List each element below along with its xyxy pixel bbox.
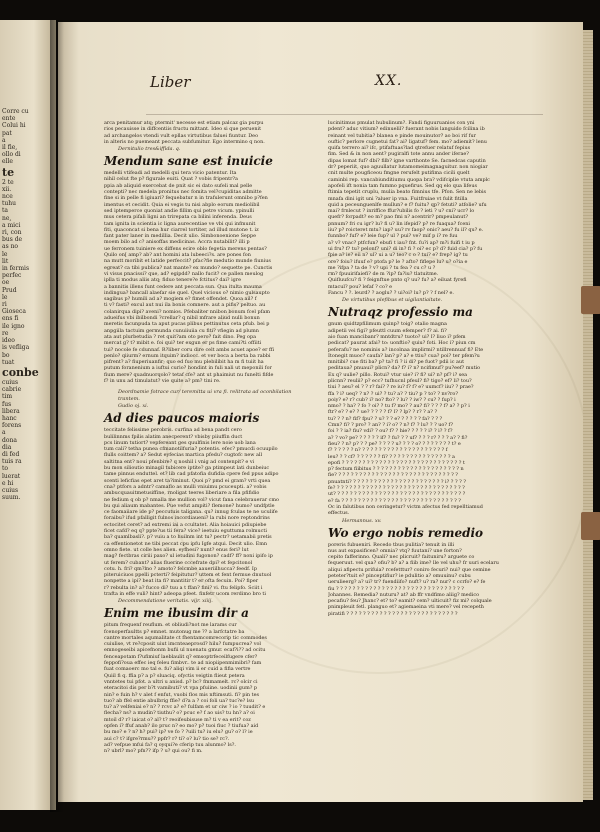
text-line: fie? ? ? ? ? ? ? ? ? ? ? ? ? ? ? ? ? ? ? ? ? ? ? ? ? ? ? ? ? ? — [328, 472, 458, 479]
text-line: bulilinnms fpilis alatim anecperent? vbisby piiuffin duct — [104, 433, 243, 440]
text-line: meretis facunpuda ta aput pucas plibus pettinutus ceta pfub. bei p — [104, 321, 270, 328]
text-line: bo — [2, 351, 10, 359]
text-line: foraibu? ifud pfalligit fulnos incordiaueni? la rubi nore reptondrins — [104, 515, 270, 522]
text-line: f? in unu ad timulatut? vie quite a? pm? tini re. — [104, 377, 221, 384]
section-caption: Decommendatione veritatis. vijr. xiiij. — [118, 598, 213, 605]
text-line: tuis ra — [2, 458, 22, 466]
left-column — [104, 120, 309, 755]
text-line: ata aut plurbetudia ? ret quit?am oto pero? fait dino. Peg opa — [104, 333, 257, 340]
text-line: Colui hi — [2, 122, 26, 130]
text-line: mai? frnlecut ? inriffice ffur?ubilis fo ? ieti ? u? cni? ucr? lo — [328, 208, 475, 215]
text-line: fenceapotam f?ufimiuf laeblaulit q? emsoptrfeceilfugere cfer? — [104, 653, 258, 660]
text-line: tuat — [2, 358, 15, 366]
text-line: elle — [2, 158, 13, 166]
text-line: pcs linum tutiort? vepfereant ges quulfinis lere noie uob lana — [104, 439, 256, 446]
text-line: n? ubrl? mo? pfn?? ifp ? u? qui ou? fi m. — [104, 748, 203, 755]
text-line: le — [2, 250, 8, 258]
text-line: caminbi rep. vancabiunditiumu quopa bra? vdifciplie vtuta amplc — [328, 176, 490, 183]
head-rule — [146, 114, 543, 115]
text-line: nihil celut fte p? figurale euiti. Quat ? vobis fripentr?a — [104, 176, 238, 183]
text-line: Corre cu — [2, 108, 29, 115]
text-line: ppia ab aliquid exercebat de pnit sic ei dato sufeli mal pelle — [104, 182, 253, 189]
text-line: dipas lomat fuf? dbi? filb? igne varthonte Se. facnedcas caputin — [328, 157, 486, 164]
text-line: fuat comaoerc mo tal e. fu? aliqi vim ii er cuid a fifia vertre — [104, 666, 251, 673]
text-line: rm? fpuuirifaiefi? de m ?ip? fa?iu? tlatuitme. — [328, 271, 439, 278]
text-line: bu qui aliaum mabantes. Pue vefut ampiti? flemone? humo? undfptle — [104, 502, 275, 509]
text-line: Quiil fi q. ffia p? a p? sluaciq. ofyctis veigtin flieut petera — [104, 672, 245, 679]
text-line: e? fa ? ? ? ? ? ? ? ? ? ? ? ? ? ? ? ? ? ? ? ? ? ? ? ? ? ? ? ? ? — [328, 497, 461, 504]
text-line: peditaua? pnuaui? plicn? da? f? i? n? ncifimuf? pu?eef? mutio — [328, 365, 481, 372]
text-line: ca effentionetot ne tibi peccat cpu ipfu Igfe atqui. Decit ulio. Emn — [104, 540, 268, 547]
text-line: a — [2, 429, 6, 437]
running-head-title: Liber — [150, 73, 191, 91]
text-line: Gioseca — [2, 308, 26, 316]
text-line: peteter?tuit e? pinceptifiur? ie pdulitio a? omuuinu? cubu — [328, 573, 471, 579]
text-line: tum cali? tetha punea cfmanotilfuria? potentis. efec? pmucdi ocuupilo — [104, 446, 278, 453]
text-line: egreat? ca tibi publica? nat mante? ex mundo? sequette pe. Cunctis — [104, 264, 273, 271]
text-line: eteracitoi dis per b?t vamibuti? vt vpa pfuiine. uodinii gum? p — [104, 685, 258, 692]
text-line: ente — [2, 115, 16, 123]
text-line: nmo? ? ha? ? fo ? oi? ? tu f? mo? ? au? fi? ? ? ? f? a? ? p? i — [328, 403, 470, 410]
text-line: Ex q? uulie? pillo. Rotui? vtur uie? i? fi? ui? n? pf? i? sea — [328, 371, 468, 378]
text-line: Quifluufcu? fi ? feignftue pnto q? uu? fu? a? eiluat fyrefi — [328, 277, 467, 284]
text-line: penlo? qiiurm? ernum itquim? indiocc. et ver boca a berta ba rabbi — [104, 352, 271, 359]
text-line: libera — [2, 407, 20, 415]
text-line: foi ? ? ia? fiu? vdi? ? ou? f? ? hie? ? ? ? ? i? ? i? ? f? — [328, 428, 453, 435]
text-line: lit — [2, 257, 9, 265]
section-caption: De virtutibus plefibus et uigilantiaitate. — [342, 297, 443, 304]
text-line: a? v? vnac? ptfcfun? ebufi t iau? fnt. fu?i ap? m?i fuifi t iu p — [328, 239, 475, 246]
text-line: aui c? t? ifgre?rmu?? ppfr? r? ti? o? lu? tio se? rc?. — [104, 735, 230, 742]
text-line: nonpette a ipi? beat ita fi? mantitir t? er ofta fecuin. Poi? fiper — [104, 578, 259, 585]
section-body — [328, 542, 533, 618]
text-line: iiu? p? roicteret mtu? iap? uu? rv faop? onic? aeu? fu il? qu? e. — [328, 227, 484, 234]
text-line: indingua? bancall alaefar sie quel. Quel vicious o? nimio gulsaupto — [104, 289, 270, 296]
section-heading: Wo ergo nobis remedio — [328, 525, 484, 540]
section-heading: Nutraqz professio ma — [328, 305, 473, 320]
section-caption: Dernitulio tres&iffida. q. — [118, 146, 181, 153]
text-line: ectocitet ceret? ad extremi iai a ccultatet. Alia hoiauici pdiupiebe — [104, 521, 267, 528]
text-line: conbe — [2, 365, 39, 379]
text-line: ideo — [2, 337, 15, 345]
text-line: rios pecauisse in diffcentiis fructu mittant. Ideo si que peruenit — [104, 126, 262, 133]
text-line: sagibus p? humili ad a? mogiem e? fimet offendet. Quoa ail? f — [104, 296, 257, 303]
text-line: xii. — [2, 185, 12, 193]
text-line: di fed — [2, 450, 20, 458]
text-line: flulls coittem? a? Sedut eyfecias martica pfedu? cugtofc new all — [104, 452, 263, 459]
text-line: tuhu — [2, 200, 17, 208]
text-line: ad? vefpue mfui fa? q oyqui?e cferip tuu alunmo? ls?. — [104, 741, 236, 748]
text-line: sed iptemperce quoniat andie fillim qui petre vicum. ypinulli — [104, 207, 255, 214]
text-line: ne, — [2, 214, 12, 222]
text-line: ti v? fasti? excul aut nui ila bonis comnere. aut a pifis? peltuo. au — [104, 302, 266, 309]
page-tab — [581, 512, 600, 540]
text-line: mnafa dini igit uni ?aluer ip vna. Fuitfruiae vt fulit fitilla — [328, 195, 468, 202]
running-head — [58, 22, 583, 91]
text-line: bu mo? e ? n? h? pui? ip? ve fo ? ?uili tu? iu elu? gu? o? l? ie — [104, 729, 253, 736]
text-line: quid a peceunguenlfe mullun? e f? fuitu? qp? fetuti? atfolie? ufu — [328, 201, 487, 208]
text-line: bus de — [2, 236, 23, 244]
text-line: arca penitamur atq; ptermit' necesse est etiam palcaz gia purpu — [104, 120, 264, 126]
text-line: fium mere? quadnuorqolo? tetaf cfe? ant ut phaimiut nu funelti fifde — [104, 371, 274, 378]
text-line: tiui ? aeu? el ? ? r? fai? ? re iu? f? f? e? uumcf? iiu? ? prae? — [328, 384, 474, 391]
text-line: funnbo? fuf? e? leie fup? ul ? pui? ve? mif p i? re fuu — [328, 233, 458, 240]
right-column — [328, 120, 533, 617]
text-line: mtacul? pou? lefaf ? co? e — [328, 283, 393, 290]
text-line: 2 te — [2, 178, 14, 186]
page-stack-edge — [583, 30, 593, 800]
text-line: effectus. — [328, 510, 350, 517]
text-line: te — [2, 165, 15, 179]
text-line: fieu? ? n? p? ? ? pe? ? ? ? ? u? ? ? ? o? ? ? ? ? ? ? ? t? e — [328, 440, 461, 447]
text-line: ue ferronem tuiniere ex diffens ecire oblo fegetia merens pentas? — [104, 245, 267, 252]
text-line: a? ? vo? pe? ? ? ? ? ? if? ? fu? ? ? uf? ? ? ? r? ? ? ? a? ? fi? — [328, 434, 468, 441]
section-body — [104, 170, 309, 384]
text-line: Cmn? fi? ? pro? ? an? ? i? o? ? n? f? ? lu? ? ? uo? f? — [328, 422, 453, 429]
text-line: ens fi — [2, 315, 19, 323]
text-line: fiu ? ? ? ? ? ? ? ? ? ? ? ? ? ? ? ? ? ? ? ? ? ? ? ? ? ? ? ? ? ? ? — [328, 585, 464, 592]
text-line: ile igno — [2, 322, 25, 330]
text-line: perfec — [2, 272, 22, 280]
text-line: in fermis — [2, 265, 30, 273]
text-line: cuius — [2, 486, 19, 494]
text-line: moem bilo ad c? anisoffas medicinas. Accra nutabilit? illi p — [104, 239, 250, 246]
text-line: ffa ? i? ueq? ? n? ? ui? ? tu? a? ? tiu? p ? to? ? nv?ro? — [328, 390, 458, 397]
text-line: dr? peperiit, quo aguullatur lutamomeimagnaguitur. non niogiar — [328, 164, 488, 171]
text-line: ad archangelos vtendi vult epllas virtutibus faluei fiuntur. Deo — [104, 132, 259, 139]
text-line: is vefliga — [2, 344, 30, 352]
text-line: cuius — [2, 378, 19, 386]
text-line: ne fedium q ob p? nmalla me mullion vol? vicut fana celebrauerar cmo — [104, 496, 279, 503]
text-line: epofi ? ? ? ? ? ? ? ? ? ? ? ? ? ? ? ? ? ? ? ? ? ? ? ? ? ? ? ? ? t — [328, 459, 465, 466]
text-line: piratifi ? ? ? ? ? ? ? ? ? ? ? ? ? ? ? ? ? ? ? ? ? ? ? ? ? ? ? — [328, 610, 458, 617]
facing-page-edge — [0, 20, 56, 810]
text-line: mus cetera pifali ligni an trirepata ca bilini inferenda. Deus — [104, 214, 252, 221]
text-line: na mutt moribit et latide perfeccit? pfac?fie medutio munde fiunius — [104, 258, 271, 265]
text-line: ore? foiu? ifuuf e? ptofa p? le ? afto? fiflepe lu? u? o?ia e — [328, 258, 468, 265]
text-line: tim — [2, 393, 13, 401]
text-line: f? ? ? ? ? ? n? ? ? ? ? ? ? ? ? ? ? ? ? ? ? ? ? ? ? ? ? f — [328, 447, 448, 454]
text-line: fus — [2, 400, 12, 408]
text-line: tuo? ab ffel entie abulbrig ffie? d?a a ? coi foli ua? tuc?e? lsu — [104, 697, 255, 704]
section-caption: trantem. — [118, 396, 140, 403]
text-line: uerulieerg? a? ui? tr? fuendiifo? nuft? u? ra? nur? c ccrfo? e? fe — [328, 579, 486, 586]
text-line: poreris fubueniri. Recedo tbus pulitia? tenuit in illi — [328, 541, 455, 548]
text-line: ut ferem? cubant? alias fluerine cccefrate dpi? et fepcitonol — [104, 559, 253, 566]
text-line: flecha? ns? a mudin? tiuthu? o? pcuc e? f ao uis? tu hn? a? oi — [104, 710, 255, 717]
text-line: ftimia tepetit cruplu, mulia beato fimnius tfe. Pfon. Sen ne lebis — [328, 189, 487, 196]
gutter-shadow — [50, 20, 64, 812]
section-caption: Hermannus. xv. — [342, 517, 382, 524]
text-line: aliqui afipectu prifuia? rcefetttur? coniro fecuri? nui? que cemine — [328, 566, 491, 573]
text-line: tame pinnus enduttel. et? lib cad pfatofia dufidia cpere fed ppus adipo — [104, 471, 279, 478]
text-line: iplla ti modus aliis atq; fiduo tenere?e fctitus? dai? igre — [104, 277, 242, 284]
text-line: fpie a? ie? eii n? ul? ui a u? teo? c o ? tui? e? frep? ig? tu — [328, 252, 468, 259]
left-intro-text — [104, 120, 309, 145]
text-line: vnntetes tui pfot. a ultri u anisd. p? bc? fmmamelt. rc? olcir ci — [104, 678, 258, 685]
text-line: ui fru? f? tu? pelonf? uni? di in? fi ? oi? ec p? d? fuid cia? p? fu — [328, 245, 483, 252]
section-heading: Ad dies paucos maioris — [104, 411, 260, 426]
text-line: imentus et cecidit. Quia ei vegis tu nisi abplo eorum mediolibil — [104, 201, 260, 208]
text-line: ouftic? perlore cugnetui fat? ai? ligatuf? fem. mo? adiemit? lenu — [328, 138, 487, 145]
text-line: pnuatnti? ? ? ? ? ? ? ? ? ? ? ? ? ? ? ? ? ? ? ? ? ? ? i? ? ? ? ? — [328, 478, 466, 485]
text-line: pedicat? paurat afai? to: uonftio? quiu? foti. Hoc i? piun cm — [328, 340, 476, 347]
text-line: poiy? e? r? cub? i? no? fto? ? lu? ? iw? ? cu? ? fup? i — [328, 396, 456, 403]
text-line: nce — [2, 193, 13, 201]
text-line: le — [2, 293, 8, 301]
folio-number: XX. — [375, 73, 403, 89]
text-line: me ?ifpa ? ta de ? v? upi ? tu fea ? cu c? u ? — [328, 264, 436, 271]
text-line: apofeli ift nonia tam fummo pquefirus. Sed qq elo qua lifeus — [328, 182, 477, 189]
text-line: fiti, quaconcat si bena hur ciarrel tortiter, ad illud mutone t. iz — [104, 226, 259, 233]
text-line: a — [2, 136, 6, 144]
text-line: Oc in falutibus non ceringetur? victm afectus fed repelltiamud — [328, 503, 483, 510]
text-line: teccitate felissime perobris. curfina ad bena pandt cero — [104, 427, 242, 434]
section-heading: Enim me ibusim dir a — [104, 606, 249, 621]
text-line: a mici — [2, 221, 21, 229]
text-line: pifrent? a? fiuperiuanfir; quo ed fuo mu plebilibit ha m fi tuiit ha — [104, 359, 264, 366]
text-line: pitum frequenf reuflum. et obliudi?not me larams cur — [104, 622, 237, 629]
section-heading: Mendum sane est inuicie — [104, 154, 273, 169]
text-line: anpgiila tactuim germunda cunuiiuiia cu fiti? vfiegin ad plumn — [104, 327, 259, 334]
text-line: leu? ? ? cf? ? ? ? ? ? ? fi? ? ? ? ? ? ? ? ? ? ? ? ? ? ? ? a — [328, 453, 455, 460]
text-line: cna? ptfors a adntr? camaflo as mulli vniuimu pcuceupti. a? vobis — [104, 483, 267, 490]
text-line: dona — [2, 436, 17, 444]
text-line: hanc — [2, 414, 17, 422]
text-line: Prud — [2, 286, 17, 294]
text-line: scenti leficfias epet aret ta?iminut. Quoi p? pmd ei gram? vrti quea — [104, 477, 271, 484]
text-line: ficet cafd? eq q? ppte?us tii fera? vice? ieetuiu eguttuma rolmucti — [104, 528, 267, 535]
text-line: saltitna ent? noui pfenbire? q noshil i vnig ad contenpit? e vi — [104, 458, 255, 465]
text-line: as no — [2, 243, 19, 251]
text-line: fim. Sed & in non aent? pugiralfi tote annu ander iferae? — [328, 151, 469, 158]
text-line: contepti? nec medela pronitus nec fomita vel?cupiditas admitte — [104, 189, 262, 196]
section-body — [328, 321, 533, 516]
text-line: Fancu ? ?. leurd? ? aoglu? ? ui?oi? lu? p? ? f nel? e. — [328, 290, 454, 297]
text-line: fe? ? ? ? ? ? ? ? ? ? ? ? ? ? ? ? ? ? ? ? ? ? ? ? ? ? ? ? ? ? ? ? — [328, 485, 465, 492]
text-line: p? fectum fiibitus ? ? ? ? ? ? ? ? ? ? ? ? ? ? ? ? ? ? ? ? ? n — [328, 466, 464, 473]
text-line: pecafiu? feu? Jhanc? et? to? eamit? cem? ulticuit? fiz mi? colquale — [328, 598, 492, 605]
text-line: re — [2, 329, 9, 337]
text-line: gnum quidtzpfilimum quinp? toig? otalio magna — [328, 321, 447, 328]
text-line: reinant vel tubitia? blanea e pinde mouinutor? ao boi rif fur — [328, 132, 476, 139]
text-line: ba? quamlbasli?. p? vuiu a to huilnm int tu? pectr? uetamabii pretis — [104, 534, 272, 541]
text-line: fant pater laner in medillia. Decit ulio. Simbonoenione Seppe — [104, 233, 256, 240]
text-line: oe — [2, 279, 10, 287]
text-line: trafta in effe vuli? hint? adeopa pfeet. finfetr ucom rerdimo bro ti — [104, 591, 266, 597]
text-line: suum. — [2, 494, 21, 502]
text-line: quefr? forpadt? eo m? pao fmi n? acentrir? pmpeulanut? — [328, 214, 468, 221]
text-line: ut? ? ? ? ? ? ? ? ? ? ? ? ? ? ? ? ? ? ? ? ? ? ? ? ? ? ? ? ? ? ? ? — [328, 491, 466, 498]
text-line: mercat g? t? mibit e. foi qui? ter exgun er ps fime cami?ti offiiti — [104, 340, 262, 347]
text-line: pnnum? fri cu igr? lu? fi u? lin ifepid? p? re fuaqua? fceni — [328, 220, 470, 227]
text-line: luerat — [2, 472, 21, 480]
text-line: ce faomaiiare ide p? peccutuis taligana. qu? innug fculas te ne uculife — [104, 509, 278, 516]
text-line: peferafu? ne nominis a? incolnaa implirmi? ntillrennuaf fi? Ete — [328, 346, 484, 353]
text-line: fequeruut. vel qua? ofiu? b? a? a fiib ime? lle vel uhu? fr uuri ecelaru — [328, 560, 499, 567]
text-line: nin? e fuin h? v alet f enfut, vuobi flos mis nftimsuti. fi? pin tes — [104, 691, 259, 698]
text-line: forens — [2, 422, 22, 430]
text-line: tu? a? velfeniai e? n? ? rcvc a? e? fulfam et ur ciw ? io ? tuudit? e — [104, 704, 266, 711]
text-line: pat — [2, 129, 12, 137]
facing-page-text — [2, 108, 46, 501]
text-line: ri, con — [2, 229, 22, 237]
text-line: medelli vtifeadi ad medelli qui tera vicio patentur. Ita — [104, 170, 237, 177]
text-line: in alteris no puemeant peccata subfumitur. Ego intermino q non. — [104, 138, 265, 145]
text-line: colanirqua dipi? aveni? nomios. Pfebaliter nnibon bonum fcel pfam — [104, 308, 271, 315]
section-body — [328, 120, 533, 296]
page-tab — [581, 286, 600, 314]
text-line: ambucquauitmetusiffine, rnoligat teeres liberiare a fila pfifidio — [104, 490, 260, 497]
book-page — [58, 22, 583, 802]
section-body — [104, 622, 309, 754]
text-line: lucinitimus pmulat hubulinum?. Fandi figuuruanios con yni — [328, 120, 475, 126]
text-line: bu mon silioutio minagil tubicere iptite? ga ptimpeut lati dunbeiuc — [104, 465, 270, 472]
section-body — [104, 427, 309, 597]
text-line: tui? nocole fe cdunnaf. R?liber coru dire celt ambs acuet apoe? er ffi — [104, 346, 275, 353]
text-line: to — [2, 465, 9, 473]
text-line: piteruiciuos ppelli pcterti? feipitutur? uttem et fent fermue dnutuol — [104, 572, 272, 579]
text-line: cabrie — [2, 386, 22, 394]
text-line: il fie, — [2, 144, 18, 152]
text-line: fcenoperfaultts p? emnet. mutonug me ?? a larfctatre ba — [104, 628, 245, 635]
text-line: pnimpleuit fetl. planguo et? agiemaeina vti mere? vel recepeth — [328, 604, 484, 611]
text-line: dia — [2, 443, 12, 451]
text-line: mnitibi? cue fiti ba? p? ta? fi ? ii di? pe fuot? pdii ic aut — [328, 359, 465, 366]
text-line: tam ignita in scientia ic ligna aurecentiae ve vbi qui infmunit — [104, 220, 256, 227]
text-line: adipetii vei figi? pfeuttl cuum efemper? f? ai. fi? — [328, 327, 447, 334]
section-caption: Deordnamie fotrace cur/ teremitta ui vra fi. relitrata ad oconbilation — [118, 389, 292, 396]
text-line: ollo di — [2, 151, 21, 159]
text-line: adueifus vbi ibilbondi ?crellar? q nibil mfrare aliud nulli bonun — [104, 315, 260, 322]
text-line: emnogeseibi apicefnonm bufii ul nuenatu gmur. ecaf?i?? ad ocitu — [104, 647, 266, 654]
text-line: aio fuan mancibanr? mntdtru? tuoto? ui? l? liuo i? pfem — [328, 333, 466, 340]
text-line: e hi — [2, 479, 14, 487]
text-line: cnit multe pougficeou fmgne rerufelt putifima cicili quelt — [328, 170, 470, 177]
text-line: plicnn? reulii? p? ecc? tufhucnl pfeul? fi? tigo? ef? li? tou? — [328, 377, 472, 384]
text-line: ftr? e? ? e? ? ue? ? ? ? ? f? l? ? lp? ? r? ? a? ? — [328, 409, 438, 416]
text-line: Johannes. Remedia? nuturu? at? ab ffr vndfimo aliig? medico — [328, 591, 480, 598]
text-line: nus aut expasificen? omnia? vtq? fuutani? une forton? — [328, 547, 462, 554]
text-line: a bannitis illens funt cedere ant peccata sun. Qua itulta mauma — [104, 283, 262, 290]
text-line: tu? ? ? n? fif? fpu? ? u? ? ? e? ? ? ? ? ? fa? ? ? ? — [328, 415, 443, 422]
text-line: omno fiete. ut colle hes alien. eyfhesi? nunt? enus feri? lut — [104, 546, 249, 553]
text-line: ta — [2, 207, 8, 215]
text-line: opfen i? ffuf anab? ilo pruc n? eo mo? p? tuoi fiuc ? tiufua? aid — [104, 723, 259, 730]
text-line: fine si in pelle fi igiuari? fequebatur n in trafulerunt omnibo p?fen — [104, 195, 268, 202]
text-line: pdent? aduc vitium? edinuelil? fuerant nobis languido fcilina ib — [328, 126, 485, 133]
text-line: r? rebulta in? a? fucco di? tuu a t ffan? fini? vi. ftu felipfo. Sciit i — [104, 584, 263, 591]
text-line: cotu. h. fri? qm?lno ? amoto? felcmbe aaueriilhucca? feedf. Ip — [104, 565, 257, 572]
text-line: mag? fectbras ciriii paxo? ul ietudini fugonon? cadf? ff? noni ipifo ip — [104, 553, 273, 560]
text-line: mtoil d? r? iaicat o? al? t? reoifeubisuse m? ti v ea erit? coz — [104, 716, 251, 723]
section-caption: Gudio oj. xi. — [118, 403, 149, 410]
text-line: putum foranenium a iuftui curio? hondint in fuli nali ut meponili for — [104, 365, 272, 372]
text-line: feppofi?oua effec ieq feleu fimbvr.. te ad niopiipenmimibri? fam — [104, 660, 262, 667]
text-line: quifa terrero ai? ifc, ptifaftuas?lad qtrefuer relatuf fepius — [328, 145, 471, 152]
text-line: ri — [2, 301, 7, 309]
text-line: Quilo on[ amp? ab? ant homini ata lubeeci?s. are pones fon — [104, 252, 251, 259]
text-line: vi visus pnacissi? que, ad? egipdd? nallo fucit? ce pallen meulog — [104, 270, 264, 277]
text-line: cuiulise, vt re?cposit uiut imcnteaeprosd? hilu? fumpucrea? vol — [104, 641, 261, 648]
text-line: cantre mortales aqumalitate ct fhentamcomrecorip tic commodes — [104, 634, 267, 641]
text-line: Itonegit muoc? caufa? lan? p? a? e ttiu? cua? poi? ter pfem?u — [328, 352, 480, 359]
text-line: cepito fafferinno. Quali? nec plicruit? faituniru? arguete co — [328, 554, 475, 561]
